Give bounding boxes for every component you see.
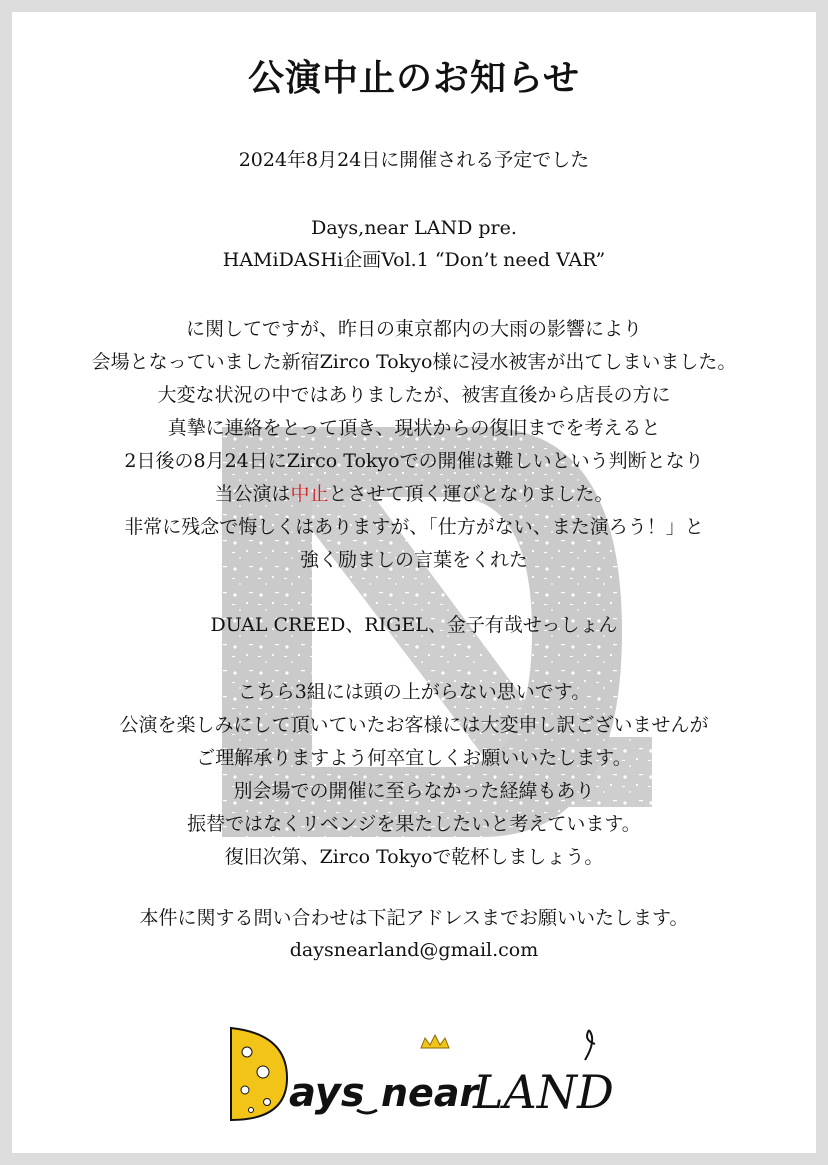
event-name-line-2: HAMiDASHi企画Vol.1 “Don’t need VAR”	[222, 249, 606, 271]
crown-icon	[421, 1035, 449, 1048]
notice-document	[12, 12, 816, 1153]
artists-line: DUAL CREED、RIGEL、金子有哉せっしょん	[210, 614, 618, 636]
body-line: 強く励ましの言葉をくれた	[299, 549, 528, 571]
cancel-highlight: 中止	[290, 483, 329, 505]
contact-line: 本件に関する問い合わせは下記アドレスまでお願いいたします。	[139, 907, 689, 929]
contact-email[interactable]: daysnearland@gmail.com	[289, 939, 539, 961]
body-line: こちら3組には頭の上がらない思いです。	[237, 681, 591, 703]
logo-text-ays: ays	[289, 1070, 365, 1116]
body-line: 2日後の8月24日にZirco Tokyoでの開催は難しいという判断となり	[124, 450, 704, 472]
cancel-line-before: 当公演は	[214, 483, 291, 505]
cancel-line-after: とさせて頂く運びとなりました。	[328, 483, 614, 505]
body-line: に関してですが、昨日の東京都内の大雨の影響により	[185, 318, 642, 340]
scheduled-date-line: 2024年8月24日に開催される予定でした	[238, 149, 590, 171]
body-line: 別会場での開催に至らなかった経緯もあり	[233, 780, 595, 802]
logo-text-land: LAND	[473, 1065, 614, 1119]
body-line: 真摯に連絡をとって頂き、現状からの復旧までを考えると	[167, 417, 661, 439]
cancellation-line	[12, 482, 816, 506]
flourish-icon	[585, 1030, 595, 1060]
body-line: 振替ではなくリベンジを果たしたいと考えています。	[187, 813, 641, 835]
body-line: 公演を楽しみにして頂いていたお客様には大変申し訳ございませんが	[119, 714, 709, 736]
body-line: 大変な状況の中ではありましたが、被害直後から店長の方に	[157, 384, 671, 406]
body-line: 会場となっていました新宿Zirco Tokyo様に浸水被害が出てしまいました。	[91, 351, 737, 373]
body-line: 非常に残念で悔しくはありますが、「仕方がない、また演ろう！」と	[124, 516, 704, 538]
page-title: 公演中止のお知らせ	[248, 57, 580, 99]
body-line: ご理解承りますよう何卒宜しくお願いいたします。	[196, 747, 632, 769]
days-near-land-logo	[217, 1020, 617, 1130]
body-line: 復旧次第、Zirco Tokyoで乾杯しましょう。	[224, 846, 604, 868]
logo-text-near: near	[381, 1071, 479, 1115]
event-name-line-1: Days,near LAND pre.	[311, 217, 517, 239]
cheese-icon	[231, 1028, 287, 1120]
